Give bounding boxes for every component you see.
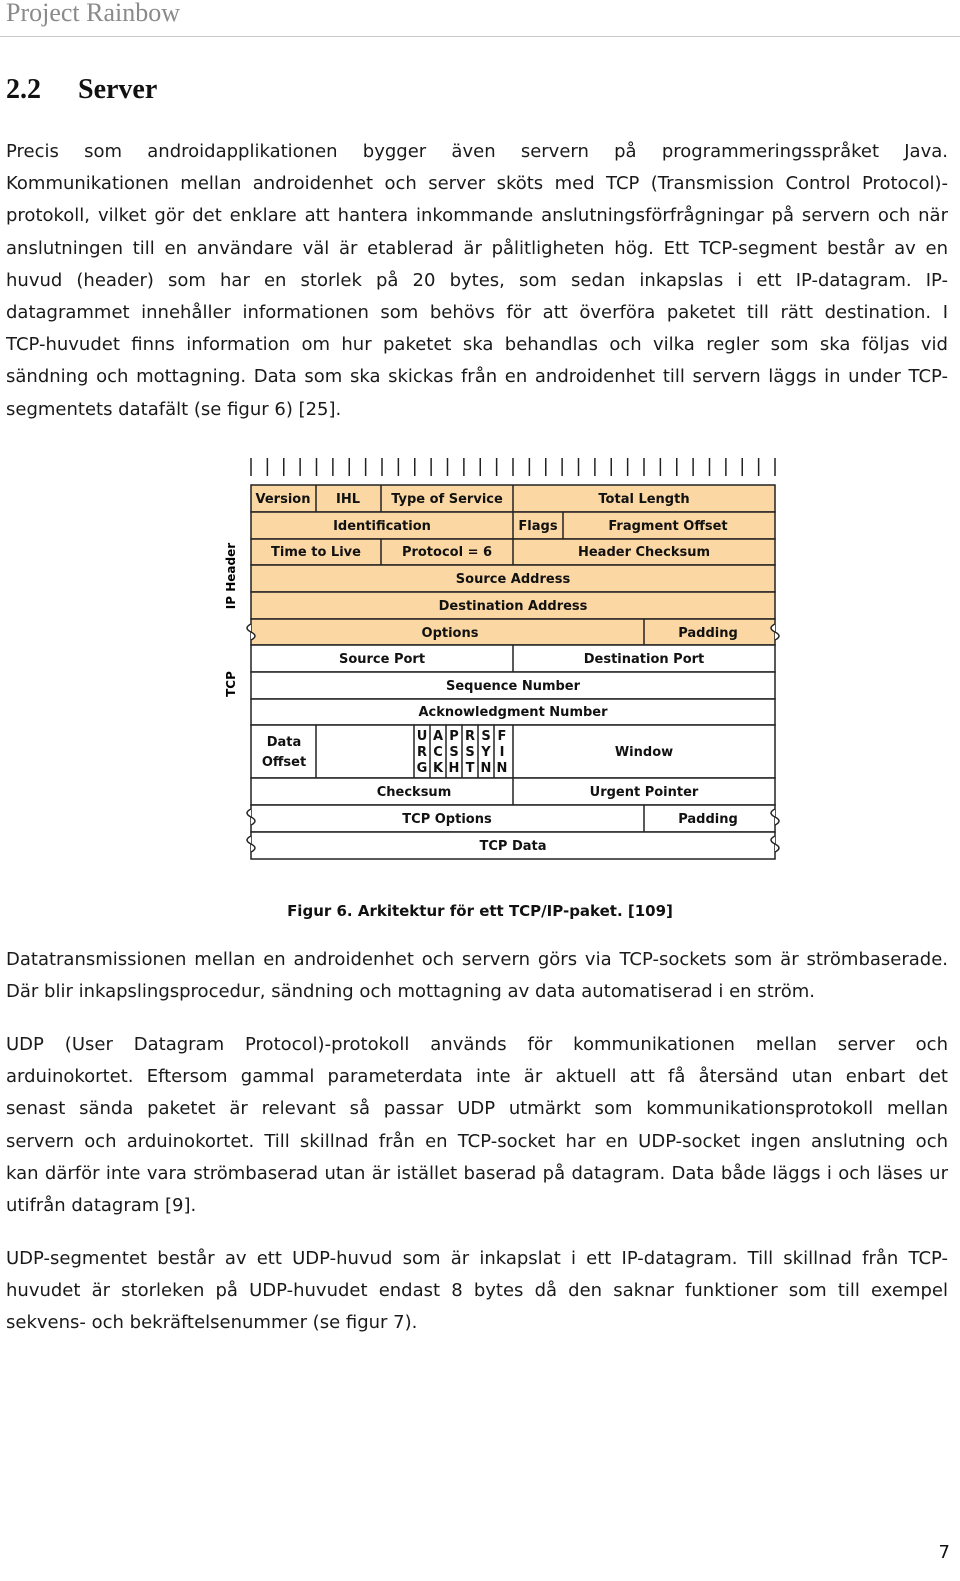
section-title: Server (78, 74, 158, 105)
flag-letter: A (432, 729, 444, 744)
field-urgent-pointer: Urgent Pointer (589, 785, 699, 800)
paragraph-2 (6, 944, 948, 1008)
field-tcp-options: TCP Options (402, 812, 492, 827)
tcp-side-label: TCP (224, 671, 238, 697)
flag-letter: G (416, 761, 428, 776)
text-line: datagrammet innehåller informationen som behövs för att överföra paketet till rätt destination. I (6, 302, 948, 324)
field-fragment-offset: Fragment Offset (608, 519, 728, 534)
field-time-to-live: Time to Live (271, 545, 361, 560)
page-number: 7 (938, 1542, 950, 1563)
text-line: anslutningen till en användare väl är etablerad är pålitligheten hög. Ett TCP-segment består av en (6, 237, 948, 259)
field-acknowledgment-number: Acknowledgment Number (418, 705, 608, 720)
flag-letter: S (481, 729, 491, 744)
flag-letter: N (496, 761, 508, 776)
flag-letter: N (480, 761, 492, 776)
text-line: UDP-segmentet består av ett UDP-huvud som är inkapslat i ett IP-datagram. Till skillnad från TCP- (6, 1248, 948, 1269)
section-number: 2.2 (6, 74, 41, 105)
text-line: TCP-huvudet finns information om hur paketet ska behandlas och vilka regler som ska följas vid (6, 334, 948, 356)
field-total-length: Total Length (598, 492, 690, 507)
text-line: sändning och mottagning. Data som ska skickas från en androidenhet till servern läggs in under TCP- (6, 366, 948, 388)
tcp-ip-diagram (220, 452, 785, 872)
flag-letter: U (416, 729, 428, 744)
flag-letter: S (449, 745, 459, 760)
flag-letter: P (449, 729, 459, 744)
field-tcp-padding: Padding (678, 812, 738, 827)
field-version: Version (255, 492, 311, 507)
flag-letter: H (448, 761, 460, 776)
flag-letter: I (499, 745, 505, 760)
field-header-checksum: Header Checksum (577, 545, 711, 560)
text-line: UDP (User Datagram Protocol)-protokoll används för kommunikationen mellan server och (6, 1034, 948, 1055)
field-type-of-service: Type of Service (391, 492, 503, 507)
flag-letter: C (433, 745, 443, 760)
paragraph-4 (6, 1243, 948, 1340)
field-destination-port: Destination Port (583, 652, 705, 667)
flag-letter: R (464, 729, 476, 744)
paragraph-1 (6, 136, 948, 426)
text-line: Där blir inkapslingsprocedur, sändning och mottagning av data automatiserad i en ström. (6, 981, 816, 1003)
text-line: arduinokortet. Eftersom gammal parameterdata inte är aktuell att få återsänd utan enbart det (6, 1066, 948, 1088)
text-line: Precis som androidapplikationen bygger även servern på programmeringsspråket Java. (6, 141, 948, 162)
page-header (0, 0, 960, 37)
field-window: Window (614, 745, 674, 760)
field-ip-padding: Padding (678, 626, 738, 641)
text-line: Kommunikationen mellan androidenhet och server sköts med TCP (Transmission Control Protocol)- (6, 173, 948, 195)
field-source-port: Source Port (338, 652, 426, 667)
field-protocol: Protocol = 6 (401, 545, 493, 560)
field-tcp-data: TCP Data (479, 839, 547, 854)
paragraph-3 (6, 1029, 948, 1222)
text-line: huvudet är storleken på UDP-huvudet endast 8 bytes då den saknar funktioner som till exempel (6, 1280, 948, 1302)
text-line: segmentets datafält (se figur 6) [25]. (6, 398, 342, 420)
field-checksum: Checksum (376, 785, 452, 800)
text-line: huvud (header) som har en storlek på 20 bytes, som sedan inkapslas i ett IP-datagram. IP- (6, 269, 948, 291)
flag-letter: Y (481, 745, 491, 760)
flag-letter: T (465, 761, 475, 776)
text-line: senast sända paketet är relevant så passar UDP utmärkt som kommunikationsprotokoll mellan (6, 1098, 948, 1120)
text-line: servern och arduinokortet. Till skillnad från en TCP-socket har en UDP-socket ingen anslutning och (6, 1130, 948, 1152)
field-data-offset-line2: Offset (261, 755, 307, 770)
field-ihl: IHL (335, 492, 361, 507)
field-data-offset-line1: Data (266, 735, 302, 750)
field-flags: Flags (518, 519, 558, 534)
text-line: sekvens- och bekräftelsenummer (se figur 7). (6, 1312, 418, 1334)
text-line: protokoll, vilket gör det enklare att hantera inkommande anslutningsförfrågningar på servern och när (6, 205, 948, 227)
field-source-address: Source Address (455, 572, 571, 587)
field-identification: Identification (333, 519, 431, 534)
flag-letter: R (416, 745, 428, 760)
flag-letter: F (497, 729, 507, 744)
text-line: Datatransmissionen mellan en androidenhet och servern görs via TCP-sockets som är strömbaserade. (6, 949, 948, 970)
section-heading (6, 74, 157, 106)
flag-letter: K (432, 761, 444, 776)
field-sequence-number: Sequence Number (445, 679, 581, 694)
header-title: Project Rainbow (6, 0, 181, 27)
bit-ruler (251, 458, 775, 476)
field-destination-address: Destination Address (438, 599, 588, 614)
flag-letter: S (465, 745, 475, 760)
text-line: kan därför inte vara strömbaserad utan är istället baserad på datagram. Data både läggs i och läses ur (6, 1162, 948, 1184)
figure-caption: Figur 6. Arkitektur för ett TCP/IP-paket. [109] (287, 902, 673, 920)
ip-header-side-label: IP Header (224, 542, 238, 610)
text-line: utifrån datagram [9]. (6, 1195, 197, 1217)
field-options: Options (421, 626, 479, 641)
